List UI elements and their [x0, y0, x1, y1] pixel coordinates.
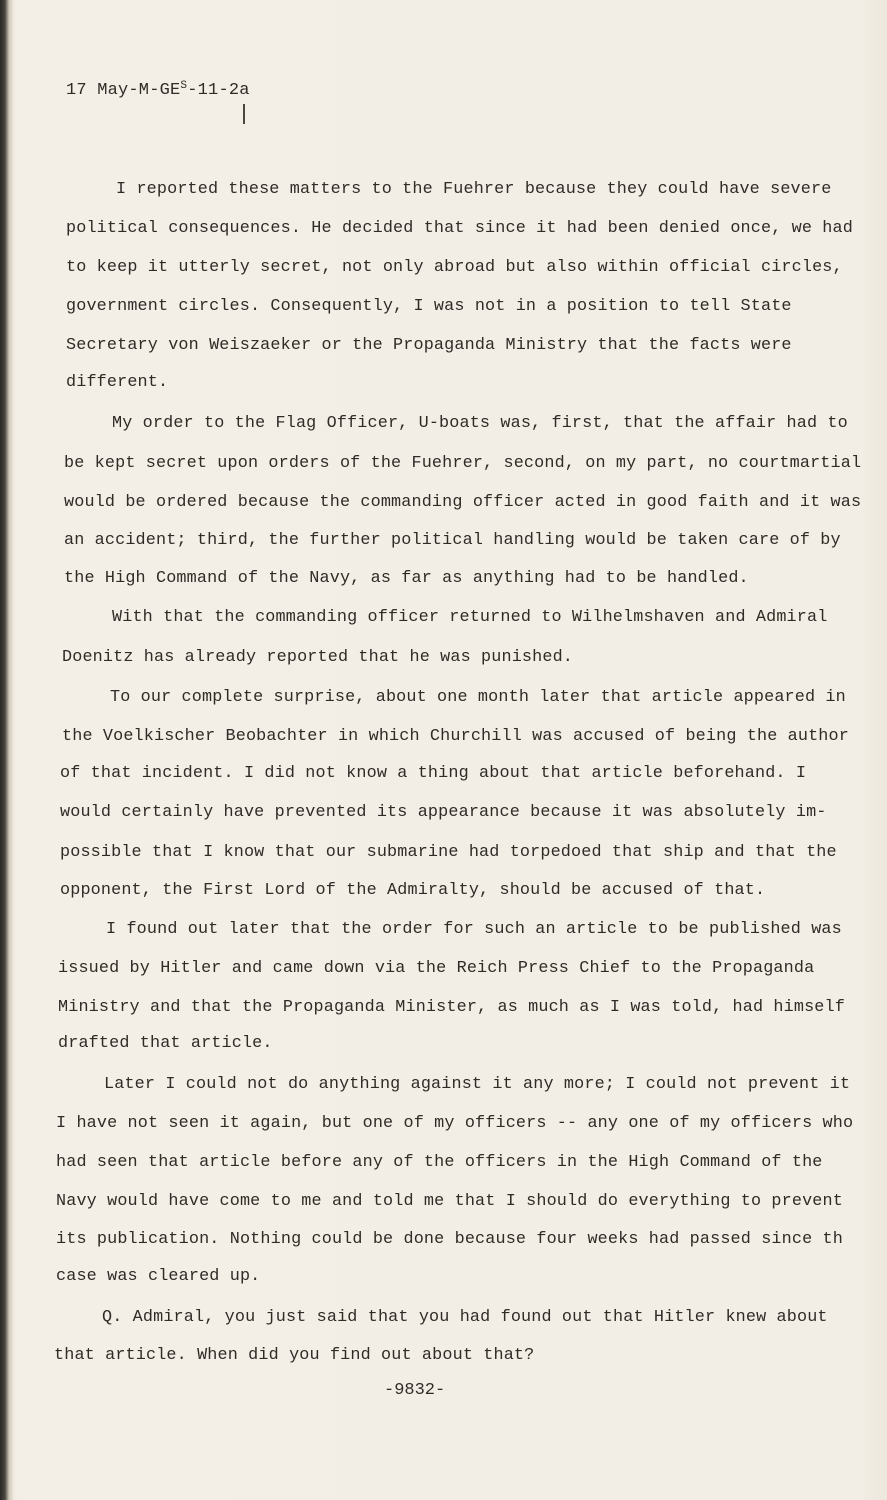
text-line: Doenitz has already reported that he was punished. — [62, 648, 574, 667]
text-line: Q. Admiral, you just said that you had found out that Hitler knew about — [102, 1308, 828, 1327]
text-line: be kept secret upon orders of the Fuehrer, second, on my part, no courtmartial — [64, 454, 862, 473]
text-line: opponent, the First Lord of the Admiralty, should be accused of that. — [60, 881, 766, 900]
text-line: I reported these matters to the Fuehrer because they could have severe — [116, 180, 832, 199]
page-torn-edge — [0, 0, 14, 1500]
reference-superscript: S — [180, 80, 188, 92]
reference-suffix: -11-2a — [187, 81, 250, 100]
text-line: My order to the Flag Officer, U-boats was, first, that the affair had to — [112, 414, 848, 433]
margin-tick-mark — [243, 104, 245, 124]
text-line: possible that I know that our submarine had torpedoed that ship and that the — [60, 843, 837, 862]
text-line: the Voelkischer Beobachter in which Churchill was accused of being the author — [62, 727, 849, 746]
text-line: Ministry and that the Propaganda Minister, as much as I was told, had himself — [58, 998, 845, 1017]
text-line: of that incident. I did not know a thing about that article beforehand. I — [60, 764, 807, 783]
text-line: different. — [66, 373, 169, 392]
text-line: With that the commanding officer returned to Wilhelmshaven and Admiral — [112, 608, 828, 627]
text-line: an accident; third, the further political handling would be taken care of by — [64, 531, 841, 550]
text-line: had seen that article before any of the officers in the High Command of the — [56, 1153, 823, 1172]
text-line: government circles. Consequently, I was not in a position to tell State — [66, 297, 792, 316]
text-line: would be ordered because the commanding officer acted in good faith and it was — [64, 493, 862, 512]
text-line: political consequences. He decided that since it had been denied once, we had — [66, 219, 853, 238]
document-reference-header — [66, 80, 250, 100]
text-line: that article. When did you find out about that? — [54, 1346, 535, 1365]
text-line: To our complete surprise, about one month later that article appeared in — [110, 688, 846, 707]
text-line: its publication. Nothing could be done because four weeks had passed since th — [56, 1230, 843, 1249]
text-line: issued by Hitler and came down via the Reich Press Chief to the Propaganda — [58, 959, 815, 978]
text-line: drafted that article. — [58, 1034, 273, 1053]
page-number: -9832- — [384, 1381, 446, 1400]
text-line: the High Command of the Navy, as far as anything had to be handled. — [64, 569, 749, 588]
text-line: case was cleared up. — [56, 1267, 261, 1286]
text-line: I have not seen it again, but one of my officers -- any one of my officers who — [56, 1114, 854, 1133]
reference-prefix: 17 May-M-GE — [66, 81, 181, 100]
text-line: to keep it utterly secret, not only abroad but also within official circles, — [66, 258, 843, 277]
text-line: Navy would have come to me and told me that I should do everything to prevent — [56, 1192, 843, 1211]
text-line: Later I could not do anything against it any more; I could not prevent it — [104, 1075, 851, 1094]
text-line: I found out later that the order for such an article to be published was — [106, 920, 842, 939]
text-line: Secretary von Weiszaeker or the Propaganda Ministry that the facts were — [66, 336, 792, 355]
text-line: would certainly have prevented its appearance because it was absolutely im- — [60, 803, 827, 822]
